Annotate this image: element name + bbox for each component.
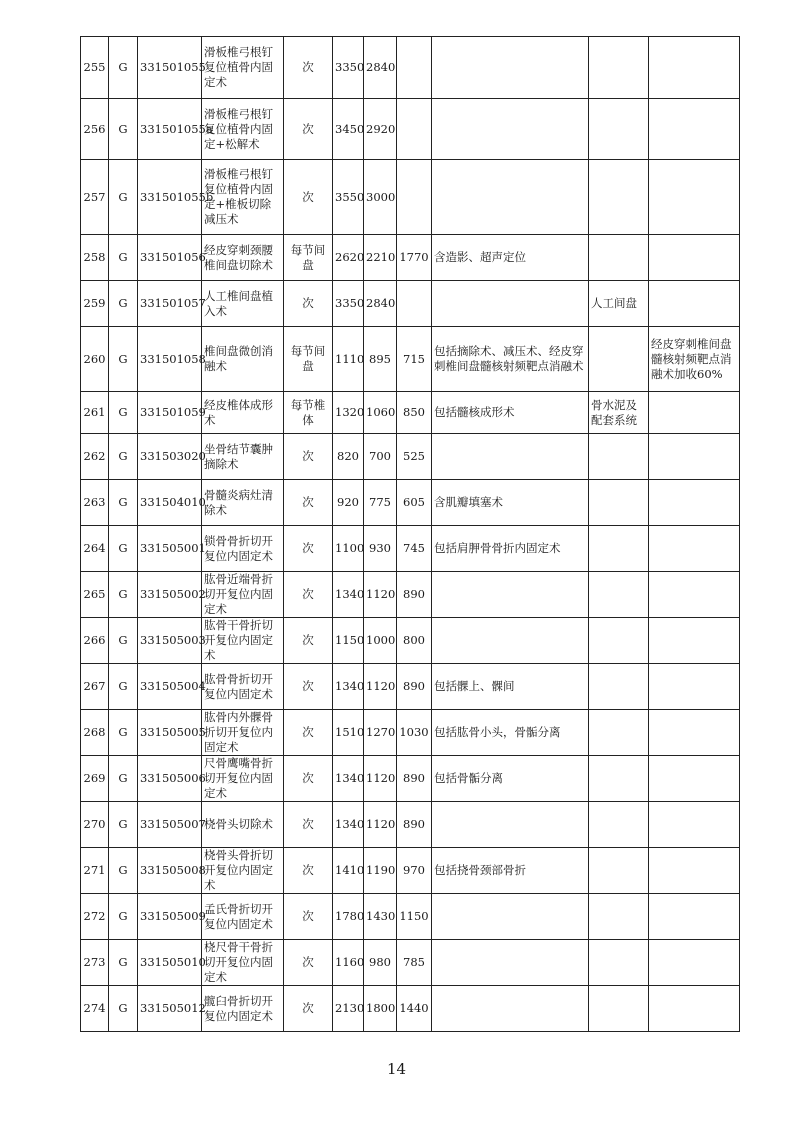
item-name: 桡尺骨干骨折切开复位内固定术 bbox=[202, 940, 284, 986]
item-remark bbox=[649, 281, 740, 327]
item-code: 331501059 bbox=[138, 392, 202, 434]
item-description bbox=[432, 281, 589, 327]
pricing-unit: 次 bbox=[284, 99, 333, 160]
price-tier-2: 2210 bbox=[364, 235, 397, 281]
price-tier-1: 3350 bbox=[333, 281, 364, 327]
excluded-content bbox=[589, 802, 649, 848]
price-tier-2: 2920 bbox=[364, 99, 397, 160]
item-remark bbox=[649, 392, 740, 434]
row-number: 266 bbox=[81, 618, 109, 664]
excluded-content bbox=[589, 160, 649, 235]
price-tier-1: 3350 bbox=[333, 37, 364, 99]
item-code: 331505008 bbox=[138, 848, 202, 894]
item-description bbox=[432, 986, 589, 1032]
pricing-unit: 次 bbox=[284, 618, 333, 664]
item-name: 坐骨结节囊肿摘除术 bbox=[202, 434, 284, 480]
excluded-content bbox=[589, 480, 649, 526]
row-number: 269 bbox=[81, 756, 109, 802]
item-remark bbox=[649, 940, 740, 986]
item-description: 包括髓核成形术 bbox=[432, 392, 589, 434]
table-row bbox=[81, 618, 740, 664]
row-category: G bbox=[109, 894, 138, 940]
price-tier-1: 3550 bbox=[333, 160, 364, 235]
row-number: 258 bbox=[81, 235, 109, 281]
item-code: 331503020 bbox=[138, 434, 202, 480]
price-tier-1: 1110 bbox=[333, 327, 364, 392]
price-tier-3: 745 bbox=[397, 526, 432, 572]
pricing-unit: 次 bbox=[284, 434, 333, 480]
price-tier-2: 2840 bbox=[364, 37, 397, 99]
excluded-content: 人工间盘 bbox=[589, 281, 649, 327]
price-tier-2: 1800 bbox=[364, 986, 397, 1032]
excluded-content bbox=[589, 572, 649, 618]
row-category: G bbox=[109, 618, 138, 664]
item-name: 髋臼骨折切开复位内固定术 bbox=[202, 986, 284, 1032]
pricing-unit: 次 bbox=[284, 281, 333, 327]
item-code: 331501055b bbox=[138, 160, 202, 235]
price-tier-1: 1340 bbox=[333, 802, 364, 848]
price-tier-2: 1430 bbox=[364, 894, 397, 940]
excluded-content bbox=[589, 894, 649, 940]
pricing-unit: 次 bbox=[284, 37, 333, 99]
item-name: 肱骨近端骨折切开复位内固定术 bbox=[202, 572, 284, 618]
pricing-unit: 次 bbox=[284, 572, 333, 618]
row-category: G bbox=[109, 480, 138, 526]
item-code: 331505005 bbox=[138, 710, 202, 756]
item-name: 滑板椎弓根钉复位植骨内固定+松解术 bbox=[202, 99, 284, 160]
price-tier-2: 930 bbox=[364, 526, 397, 572]
pricing-unit: 每节间盘 bbox=[284, 327, 333, 392]
item-remark bbox=[649, 710, 740, 756]
price-tier-2: 1120 bbox=[364, 756, 397, 802]
pricing-unit: 次 bbox=[284, 526, 333, 572]
row-category: G bbox=[109, 756, 138, 802]
item-description bbox=[432, 434, 589, 480]
table-row bbox=[81, 802, 740, 848]
row-number: 271 bbox=[81, 848, 109, 894]
item-code: 331505009 bbox=[138, 894, 202, 940]
item-name: 孟氏骨折切开复位内固定术 bbox=[202, 894, 284, 940]
pricing-unit: 次 bbox=[284, 756, 333, 802]
excluded-content bbox=[589, 710, 649, 756]
item-remark bbox=[649, 160, 740, 235]
item-remark bbox=[649, 434, 740, 480]
item-code: 331501056 bbox=[138, 235, 202, 281]
pricing-unit: 次 bbox=[284, 986, 333, 1032]
item-code: 331501055 bbox=[138, 37, 202, 99]
row-category: G bbox=[109, 281, 138, 327]
price-tier-3: 890 bbox=[397, 664, 432, 710]
price-tier-3 bbox=[397, 99, 432, 160]
row-category: G bbox=[109, 526, 138, 572]
price-tier-2: 1120 bbox=[364, 572, 397, 618]
price-tier-1: 1780 bbox=[333, 894, 364, 940]
row-category: G bbox=[109, 572, 138, 618]
row-number: 267 bbox=[81, 664, 109, 710]
price-tier-2: 1000 bbox=[364, 618, 397, 664]
price-tier-3: 800 bbox=[397, 618, 432, 664]
price-tier-1: 1410 bbox=[333, 848, 364, 894]
price-tier-3: 1440 bbox=[397, 986, 432, 1032]
item-name: 肱骨内外髁骨折切开复位内固定术 bbox=[202, 710, 284, 756]
item-code: 331505010 bbox=[138, 940, 202, 986]
item-description bbox=[432, 618, 589, 664]
table-row bbox=[81, 526, 740, 572]
excluded-content: 骨水泥及配套系统 bbox=[589, 392, 649, 434]
price-tier-2: 1190 bbox=[364, 848, 397, 894]
price-tier-3: 890 bbox=[397, 572, 432, 618]
excluded-content bbox=[589, 756, 649, 802]
price-tier-2: 1060 bbox=[364, 392, 397, 434]
item-remark bbox=[649, 848, 740, 894]
item-description bbox=[432, 37, 589, 99]
row-category: G bbox=[109, 392, 138, 434]
table-row bbox=[81, 327, 740, 392]
row-number: 255 bbox=[81, 37, 109, 99]
item-description: 包括骨骺分离 bbox=[432, 756, 589, 802]
item-remark bbox=[649, 480, 740, 526]
price-tier-1: 1160 bbox=[333, 940, 364, 986]
item-description bbox=[432, 894, 589, 940]
item-code: 331505012 bbox=[138, 986, 202, 1032]
item-remark bbox=[649, 986, 740, 1032]
item-name: 经皮穿刺颈腰椎间盘切除术 bbox=[202, 235, 284, 281]
item-remark bbox=[649, 756, 740, 802]
price-tier-1: 820 bbox=[333, 434, 364, 480]
item-name: 椎间盘微创消融术 bbox=[202, 327, 284, 392]
row-number: 259 bbox=[81, 281, 109, 327]
item-description: 包括髁上、髁间 bbox=[432, 664, 589, 710]
price-tier-3: 1150 bbox=[397, 894, 432, 940]
pricing-unit: 次 bbox=[284, 710, 333, 756]
table-row bbox=[81, 894, 740, 940]
item-remark bbox=[649, 235, 740, 281]
row-category: G bbox=[109, 710, 138, 756]
price-tier-2: 775 bbox=[364, 480, 397, 526]
price-tier-2: 2840 bbox=[364, 281, 397, 327]
item-description: 包括摘除术、减压术、经皮穿刺椎间盘髓核射频靶点消融术 bbox=[432, 327, 589, 392]
table-row bbox=[81, 756, 740, 802]
table-row bbox=[81, 235, 740, 281]
price-tier-3 bbox=[397, 37, 432, 99]
item-remark bbox=[649, 526, 740, 572]
excluded-content bbox=[589, 618, 649, 664]
item-remark bbox=[649, 618, 740, 664]
pricing-unit: 次 bbox=[284, 160, 333, 235]
row-category: G bbox=[109, 434, 138, 480]
price-tier-1: 920 bbox=[333, 480, 364, 526]
row-category: G bbox=[109, 37, 138, 99]
row-category: G bbox=[109, 99, 138, 160]
row-number: 272 bbox=[81, 894, 109, 940]
row-category: G bbox=[109, 160, 138, 235]
price-tier-1: 2130 bbox=[333, 986, 364, 1032]
price-tier-3: 715 bbox=[397, 327, 432, 392]
row-category: G bbox=[109, 802, 138, 848]
price-tier-3: 525 bbox=[397, 434, 432, 480]
pricing-unit: 次 bbox=[284, 664, 333, 710]
row-number: 256 bbox=[81, 99, 109, 160]
price-tier-1: 1150 bbox=[333, 618, 364, 664]
item-description bbox=[432, 802, 589, 848]
price-tier-3 bbox=[397, 160, 432, 235]
price-tier-2: 3000 bbox=[364, 160, 397, 235]
item-code: 331505001 bbox=[138, 526, 202, 572]
item-remark bbox=[649, 99, 740, 160]
item-code: 331505006 bbox=[138, 756, 202, 802]
table-row bbox=[81, 664, 740, 710]
page-number: 14 bbox=[386, 1060, 407, 1078]
row-number: 260 bbox=[81, 327, 109, 392]
item-code: 331505002 bbox=[138, 572, 202, 618]
item-remark: 经皮穿刺椎间盘髓核射频靶点消融术加收60% bbox=[649, 327, 740, 392]
price-tier-1: 1340 bbox=[333, 756, 364, 802]
item-description: 含造影、超声定位 bbox=[432, 235, 589, 281]
price-tier-3: 605 bbox=[397, 480, 432, 526]
table-row bbox=[81, 160, 740, 235]
row-category: G bbox=[109, 986, 138, 1032]
pricing-unit: 次 bbox=[284, 894, 333, 940]
table-row bbox=[81, 281, 740, 327]
item-name: 人工椎间盘植入术 bbox=[202, 281, 284, 327]
item-remark bbox=[649, 37, 740, 99]
row-number: 265 bbox=[81, 572, 109, 618]
price-tier-2: 1120 bbox=[364, 664, 397, 710]
item-code: 331501055a bbox=[138, 99, 202, 160]
item-name: 尺骨鹰嘴骨折切开复位内固定术 bbox=[202, 756, 284, 802]
item-description: 含肌瓣填塞术 bbox=[432, 480, 589, 526]
price-tier-3: 1030 bbox=[397, 710, 432, 756]
table-row bbox=[81, 37, 740, 99]
table-row bbox=[81, 940, 740, 986]
row-number: 274 bbox=[81, 986, 109, 1032]
pricing-unit: 每节椎体 bbox=[284, 392, 333, 434]
pricing-unit: 次 bbox=[284, 480, 333, 526]
row-number: 263 bbox=[81, 480, 109, 526]
item-description bbox=[432, 572, 589, 618]
row-category: G bbox=[109, 664, 138, 710]
price-tier-1: 1510 bbox=[333, 710, 364, 756]
price-tier-1: 1340 bbox=[333, 664, 364, 710]
price-tier-1: 3450 bbox=[333, 99, 364, 160]
item-remark bbox=[649, 572, 740, 618]
price-tier-2: 700 bbox=[364, 434, 397, 480]
row-number: 262 bbox=[81, 434, 109, 480]
price-tier-1: 2620 bbox=[333, 235, 364, 281]
item-name: 桡骨头切除术 bbox=[202, 802, 284, 848]
price-tier-2: 980 bbox=[364, 940, 397, 986]
table-row bbox=[81, 480, 740, 526]
item-name: 滑板椎弓根钉复位植骨内固定+椎板切除减压术 bbox=[202, 160, 284, 235]
item-code: 331501057 bbox=[138, 281, 202, 327]
table-row bbox=[81, 848, 740, 894]
price-tier-1: 1320 bbox=[333, 392, 364, 434]
row-category: G bbox=[109, 327, 138, 392]
item-remark bbox=[649, 894, 740, 940]
row-category: G bbox=[109, 235, 138, 281]
item-name: 骨髓炎病灶清除术 bbox=[202, 480, 284, 526]
pricing-unit: 次 bbox=[284, 940, 333, 986]
item-code: 331505007 bbox=[138, 802, 202, 848]
item-code: 331501058 bbox=[138, 327, 202, 392]
fee-table-body bbox=[81, 37, 740, 1032]
price-tier-3: 970 bbox=[397, 848, 432, 894]
item-description: 包括挠骨颈部骨折 bbox=[432, 848, 589, 894]
item-description bbox=[432, 160, 589, 235]
item-code: 331505003 bbox=[138, 618, 202, 664]
pricing-unit: 次 bbox=[284, 848, 333, 894]
pricing-unit: 次 bbox=[284, 802, 333, 848]
price-tier-3 bbox=[397, 281, 432, 327]
item-name: 经皮椎体成形术 bbox=[202, 392, 284, 434]
excluded-content bbox=[589, 848, 649, 894]
table-row bbox=[81, 986, 740, 1032]
excluded-content bbox=[589, 327, 649, 392]
item-description: 包括肩胛骨骨折内固定术 bbox=[432, 526, 589, 572]
row-category: G bbox=[109, 848, 138, 894]
price-tier-3: 1770 bbox=[397, 235, 432, 281]
row-number: 257 bbox=[81, 160, 109, 235]
excluded-content bbox=[589, 664, 649, 710]
price-tier-3: 785 bbox=[397, 940, 432, 986]
price-tier-3: 850 bbox=[397, 392, 432, 434]
row-number: 273 bbox=[81, 940, 109, 986]
price-tier-2: 1120 bbox=[364, 802, 397, 848]
price-tier-1: 1340 bbox=[333, 572, 364, 618]
table-row bbox=[81, 434, 740, 480]
excluded-content bbox=[589, 235, 649, 281]
item-code: 331505004 bbox=[138, 664, 202, 710]
item-description bbox=[432, 99, 589, 160]
price-tier-3: 890 bbox=[397, 756, 432, 802]
item-remark bbox=[649, 664, 740, 710]
item-description: 包括肱骨小头，骨骺分离 bbox=[432, 710, 589, 756]
price-tier-1: 1100 bbox=[333, 526, 364, 572]
row-number: 264 bbox=[81, 526, 109, 572]
row-number: 268 bbox=[81, 710, 109, 756]
row-number: 261 bbox=[81, 392, 109, 434]
fee-table bbox=[80, 36, 740, 1032]
excluded-content bbox=[589, 526, 649, 572]
item-name: 滑板椎弓根钉复位植骨内固定术 bbox=[202, 37, 284, 99]
pricing-unit: 每节间盘 bbox=[284, 235, 333, 281]
excluded-content bbox=[589, 99, 649, 160]
price-tier-3: 890 bbox=[397, 802, 432, 848]
item-description bbox=[432, 940, 589, 986]
excluded-content bbox=[589, 986, 649, 1032]
table-row bbox=[81, 572, 740, 618]
item-name: 桡骨头骨折切开复位内固定术 bbox=[202, 848, 284, 894]
item-name: 肱骨干骨折切开复位内固定术 bbox=[202, 618, 284, 664]
excluded-content bbox=[589, 434, 649, 480]
item-code: 331504010 bbox=[138, 480, 202, 526]
excluded-content bbox=[589, 940, 649, 986]
table-row bbox=[81, 392, 740, 434]
price-tier-2: 895 bbox=[364, 327, 397, 392]
item-name: 肱骨骨折切开复位内固定术 bbox=[202, 664, 284, 710]
table-row bbox=[81, 710, 740, 756]
price-tier-2: 1270 bbox=[364, 710, 397, 756]
table-row bbox=[81, 99, 740, 160]
row-number: 270 bbox=[81, 802, 109, 848]
excluded-content bbox=[589, 37, 649, 99]
item-name: 锁骨骨折切开复位内固定术 bbox=[202, 526, 284, 572]
item-remark bbox=[649, 802, 740, 848]
row-category: G bbox=[109, 940, 138, 986]
